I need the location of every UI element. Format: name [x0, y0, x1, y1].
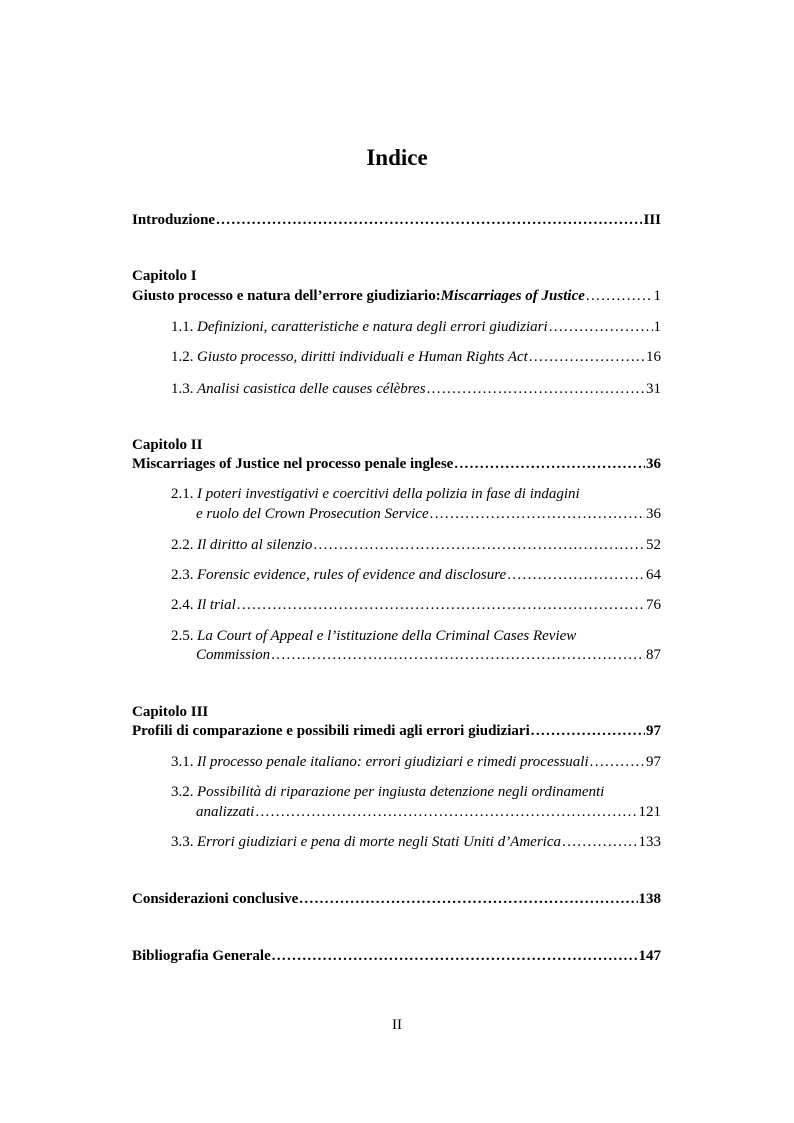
dot-leader — [271, 646, 645, 664]
toc-entry-section-line1[interactable] — [171, 485, 661, 503]
section-title: Errori giudiziari e pena di morte negli Stati Uniti d’America — [197, 834, 561, 850]
toc-entry-page: 87 — [646, 647, 661, 663]
section-title: Forensic evidence, rules of evidence and disclosure — [197, 567, 507, 583]
section-title: I poteri investigativi e coercitivi della polizia in fase di indagini — [197, 486, 580, 502]
section-number: 2.4. — [171, 597, 194, 613]
section-title: Possibilità di riparazione per ingiusta detenzione negli ordinamenti — [197, 784, 605, 800]
toc-entry-label-italic: Miscarriages of Justice — [440, 288, 585, 304]
toc-entry-page: 1 — [653, 319, 661, 335]
toc-entry-label: Considerazioni conclusive — [132, 891, 299, 907]
toc-entry-section-line2[interactable] — [196, 505, 661, 523]
page-number: II — [392, 1017, 402, 1033]
toc-entry-page: 76 — [646, 597, 661, 613]
section-number: 2.1. — [171, 486, 194, 502]
toc-entry-chapter-3[interactable] — [132, 722, 661, 740]
toc-entry-section-line2[interactable] — [196, 646, 661, 664]
section-title-cont: Commission — [196, 647, 271, 663]
dot-leader — [549, 318, 653, 336]
toc-entry-page: 133 — [638, 834, 661, 850]
dot-leader — [531, 722, 645, 740]
section-number: 2.2. — [171, 537, 194, 553]
dot-leader — [427, 380, 645, 398]
toc-entry-section[interactable] — [171, 753, 661, 771]
toc-entry-page: 97 — [646, 754, 661, 770]
dot-leader — [216, 211, 642, 229]
toc-entry-section[interactable] — [171, 566, 661, 584]
toc-entry-page: 138 — [638, 891, 661, 907]
section-number: 3.2. — [171, 784, 194, 800]
section-title: La Court of Appeal e l’istituzione della Criminal Cases Review — [197, 628, 577, 644]
section-title: Analisi casistica delle causes célèbres — [197, 381, 426, 397]
toc-entry-conclusions[interactable] — [132, 890, 661, 908]
section-number: 3.3. — [171, 834, 194, 850]
toc-entry-section-line1[interactable] — [171, 783, 661, 801]
toc-entry-section[interactable] — [171, 380, 661, 398]
toc-entry-introduzione[interactable] — [132, 211, 661, 229]
dot-leader — [313, 536, 645, 554]
toc-entry-page: III — [643, 212, 661, 228]
toc-entry-label: Bibliografia Generale — [132, 948, 271, 964]
section-title: Definizioni, caratteristiche e natura degli errori giudiziari — [197, 319, 548, 335]
section-number: 1.2. — [171, 349, 194, 365]
section-number: 3.1. — [171, 754, 194, 770]
dot-leader — [529, 348, 645, 366]
chapter-heading: Capitolo III — [132, 704, 209, 720]
dot-leader — [299, 890, 637, 908]
chapter-heading: Capitolo II — [132, 437, 203, 453]
toc-entry-page: 97 — [646, 723, 661, 739]
toc-entry-chapter-1[interactable] — [132, 287, 661, 305]
section-title: Il diritto al silenzio — [197, 537, 313, 553]
section-number: 1.1. — [171, 319, 194, 335]
dot-leader — [272, 947, 638, 965]
toc-entry-section[interactable] — [171, 833, 661, 851]
section-title-cont: analizzati — [196, 804, 255, 820]
toc-entry-section-line2[interactable] — [196, 803, 661, 821]
dot-leader — [562, 833, 638, 851]
dot-leader — [237, 596, 645, 614]
toc-entry-page: 121 — [638, 804, 661, 820]
toc-entry-page: 16 — [646, 349, 661, 365]
toc-entry-page: 147 — [638, 948, 661, 964]
toc-entry-page: 64 — [646, 567, 661, 583]
toc-entry-section[interactable] — [171, 318, 661, 336]
toc-entry-section[interactable] — [171, 596, 661, 614]
toc-entry-page: 52 — [646, 537, 661, 553]
toc-entry-section[interactable] — [171, 536, 661, 554]
toc-entry-page: 36 — [646, 456, 661, 472]
toc-entry-label: Giusto processo e natura dell’errore giudiziario: — [132, 288, 441, 304]
toc-entry-page: 31 — [646, 381, 661, 397]
section-title: Giusto processo, diritti individuali e Human Rights Act — [197, 349, 528, 365]
toc-entry-section-line1[interactable] — [171, 627, 661, 645]
toc-entry-bibliography[interactable] — [132, 947, 661, 965]
toc-entry-label: Introduzione — [132, 212, 216, 228]
section-number: 2.5. — [171, 628, 194, 644]
section-title: Il processo penale italiano: errori giudiziari e rimedi processuali — [197, 754, 589, 770]
dot-leader — [590, 753, 645, 771]
dot-leader — [586, 287, 653, 305]
toc-entry-label: Profili di comparazione e possibili rimedi agli errori giudiziari — [132, 723, 530, 739]
page-title: Indice — [366, 145, 428, 170]
section-number: 1.3. — [171, 381, 194, 397]
section-number: 2.3. — [171, 567, 194, 583]
dot-leader — [507, 566, 645, 584]
section-title-cont: e ruolo del Crown Prosecution Service — [196, 506, 429, 522]
dot-leader — [430, 505, 645, 523]
section-title: Il trial — [197, 597, 236, 613]
dot-leader — [454, 455, 645, 473]
toc-entry-page: 36 — [646, 506, 661, 522]
chapter-heading: Capitolo I — [132, 268, 197, 284]
toc-entry-label: Miscarriages of Justice nel processo penale inglese — [132, 456, 454, 472]
toc-entry-section[interactable] — [171, 348, 661, 366]
toc-entry-chapter-2[interactable] — [132, 455, 661, 473]
dot-leader — [255, 803, 637, 821]
toc-entry-page: 1 — [653, 288, 661, 304]
